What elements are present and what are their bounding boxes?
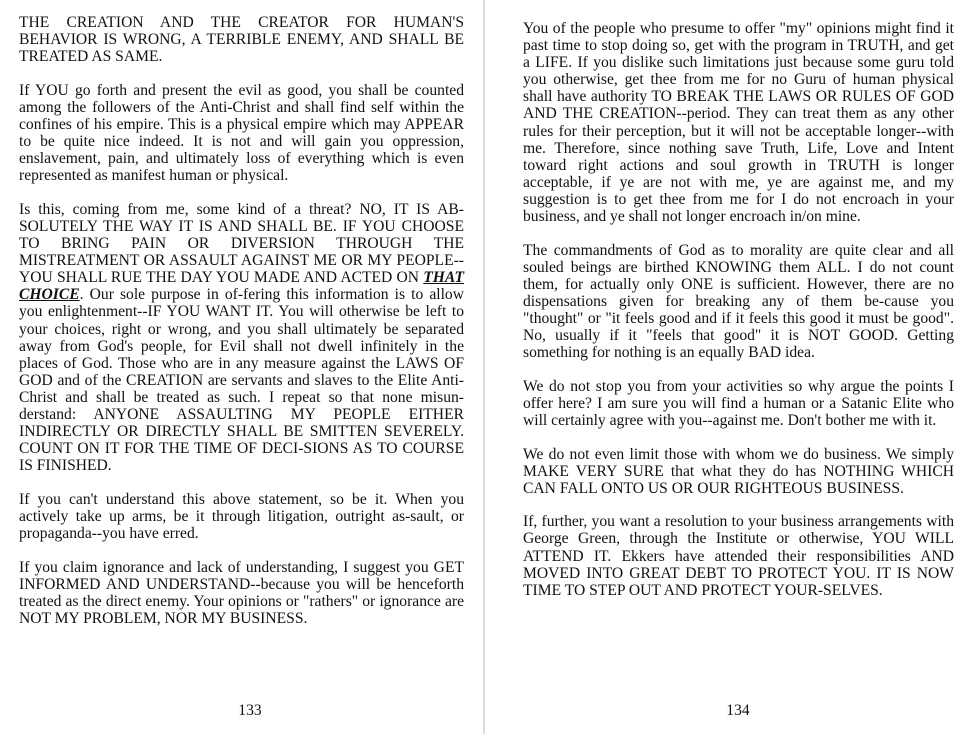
page-number: 134: [726, 702, 750, 719]
paragraph: If, further, you want a resolution to your business arrangements with George Green, through the Institute or otherwise, YOU WILL ATTEND IT. Ekkers have attended their responsibilities AND MOVED INTO GREAT DEBT TO PROTECT YOU. IT IS NOW TIME TO STEP OUT AND PROTECT YOUR-SELVES.: [523, 513, 954, 599]
paragraph: We do not even limit those with whom we do business. We simply MAKE VERY SURE that what they do has NOTHING WHICH CAN FALL ONTO US OR OUR RIGHTEOUS BUSINESS.: [523, 445, 954, 497]
paragraph: THE CREATION AND THE CREATOR FOR HUMAN'S BEHAVIOR IS WRONG, A TERRIBLE ENEMY, AND SHALL BE TREATED AS SAME.: [19, 14, 464, 66]
page-number: 133: [238, 702, 262, 719]
paragraph-text: Is this, coming from me, some kind of a threat? NO, IT IS AB-SOLUTELY THE WAY IT IS AND SHALL BE. IF YOU CHOOSE TO BRING PAIN OR DIVERSION THROUGH THE MISTREATMENT OR ASSAULT AGAINST ME OR MY PEOPLE--YOU SHALL RUE THE DAY YOU MADE AND ACTED ON: [19, 200, 464, 287]
paragraph: If you claim ignorance and lack of understanding, I suggest you GET INFORMED AND UNDERSTAND--because you will be henceforth treated as the direct enemy. Your opinions or "rathers" or ignorance are NOT MY PROBLEM, NOR MY BUSINESS.: [19, 558, 464, 627]
paragraph: The commandments of God as to morality are quite clear and all souled beings are birthed KNOWING them ALL. I do not count them, for actually only ONE is sufficient. However, there are no dispensations given for breaking any of them be-cause you "thought" or "it feels good and if it feels this good it must be good". No, usually if it "feels that good" it is NOT GOOD. Getting something for nothing is an equally BAD idea.: [523, 241, 954, 362]
paragraph: You of the people who presume to offer "my" opinions might find it past time to stop doing so, get with the program in TRUTH, and get a LIFE. If you dislike such limitations just because some guru told you otherwise, get thee from me for no Guru of human physical shall have authority TO BREAK THE LAWS OR RULES OF GOD AND THE CREATION--period. They can treat them as any other rules for their perception, but it will not be acceptable longer--with me. Therefore, since nothing save Truth, Life, Love and Intent toward right actions and soul growth in TRUTH is longer acceptable, if ye are not with me, ye are against me, and my suggestion is to get thee from me for I do not encroach in your business, and ye shall not longer encroach in/on mine.: [523, 20, 954, 226]
paragraph: If you can't understand this above statement, so be it. When you actively take up arms, be it through litigation, outright as-sault, or propaganda--you have erred.: [19, 490, 464, 543]
right-page: [488, 0, 972, 734]
paragraph: We do not stop you from your activities so why argue the points I offer here? I am sure you will find a human or a Satanic Elite who will certainly agree with you--against me. Don't bother me with it.: [523, 377, 954, 429]
paragraph-text: . Our sole purpose in of-fering this information is to allow you enlightenment--IF YOU WANT IT. You will otherwise be left to your choices, right or wrong, and you shall ultimately be separated away from God's people, for Evil shall not dwell infinitely in the places of God. Those who are in any measure against the LAWS OF GOD and of the CREATION are servants and slaves to the Elite Anti-Christ and shall be treated as such. I repeat so that none misun-derstand: ANYONE ASSAULTING MY PEOPLE EITHER INDIRECTLY OR DIRECTLY SHALL BE SMITTEN SEVERELY. COUNT ON IT FOR THE TIME OF DECI-SIONS AS TO COURSE IS FINISHED.: [19, 286, 464, 475]
left-page: [0, 0, 484, 734]
paragraph: If YOU go forth and present the evil as good, you shall be counted among the followers of the Anti-Christ and shall find self within the confines of his empire. This is a physical empire which may APPEAR to be quite nice indeed. It is not and will gain you oppression, enslavement, pain, and ultimately loss of everything which is even represented as manifest human or physical.: [19, 81, 464, 185]
paragraph: [19, 201, 464, 475]
emphasized-text: THAT CHOICE: [19, 269, 464, 304]
book-gutter: [483, 0, 485, 734]
